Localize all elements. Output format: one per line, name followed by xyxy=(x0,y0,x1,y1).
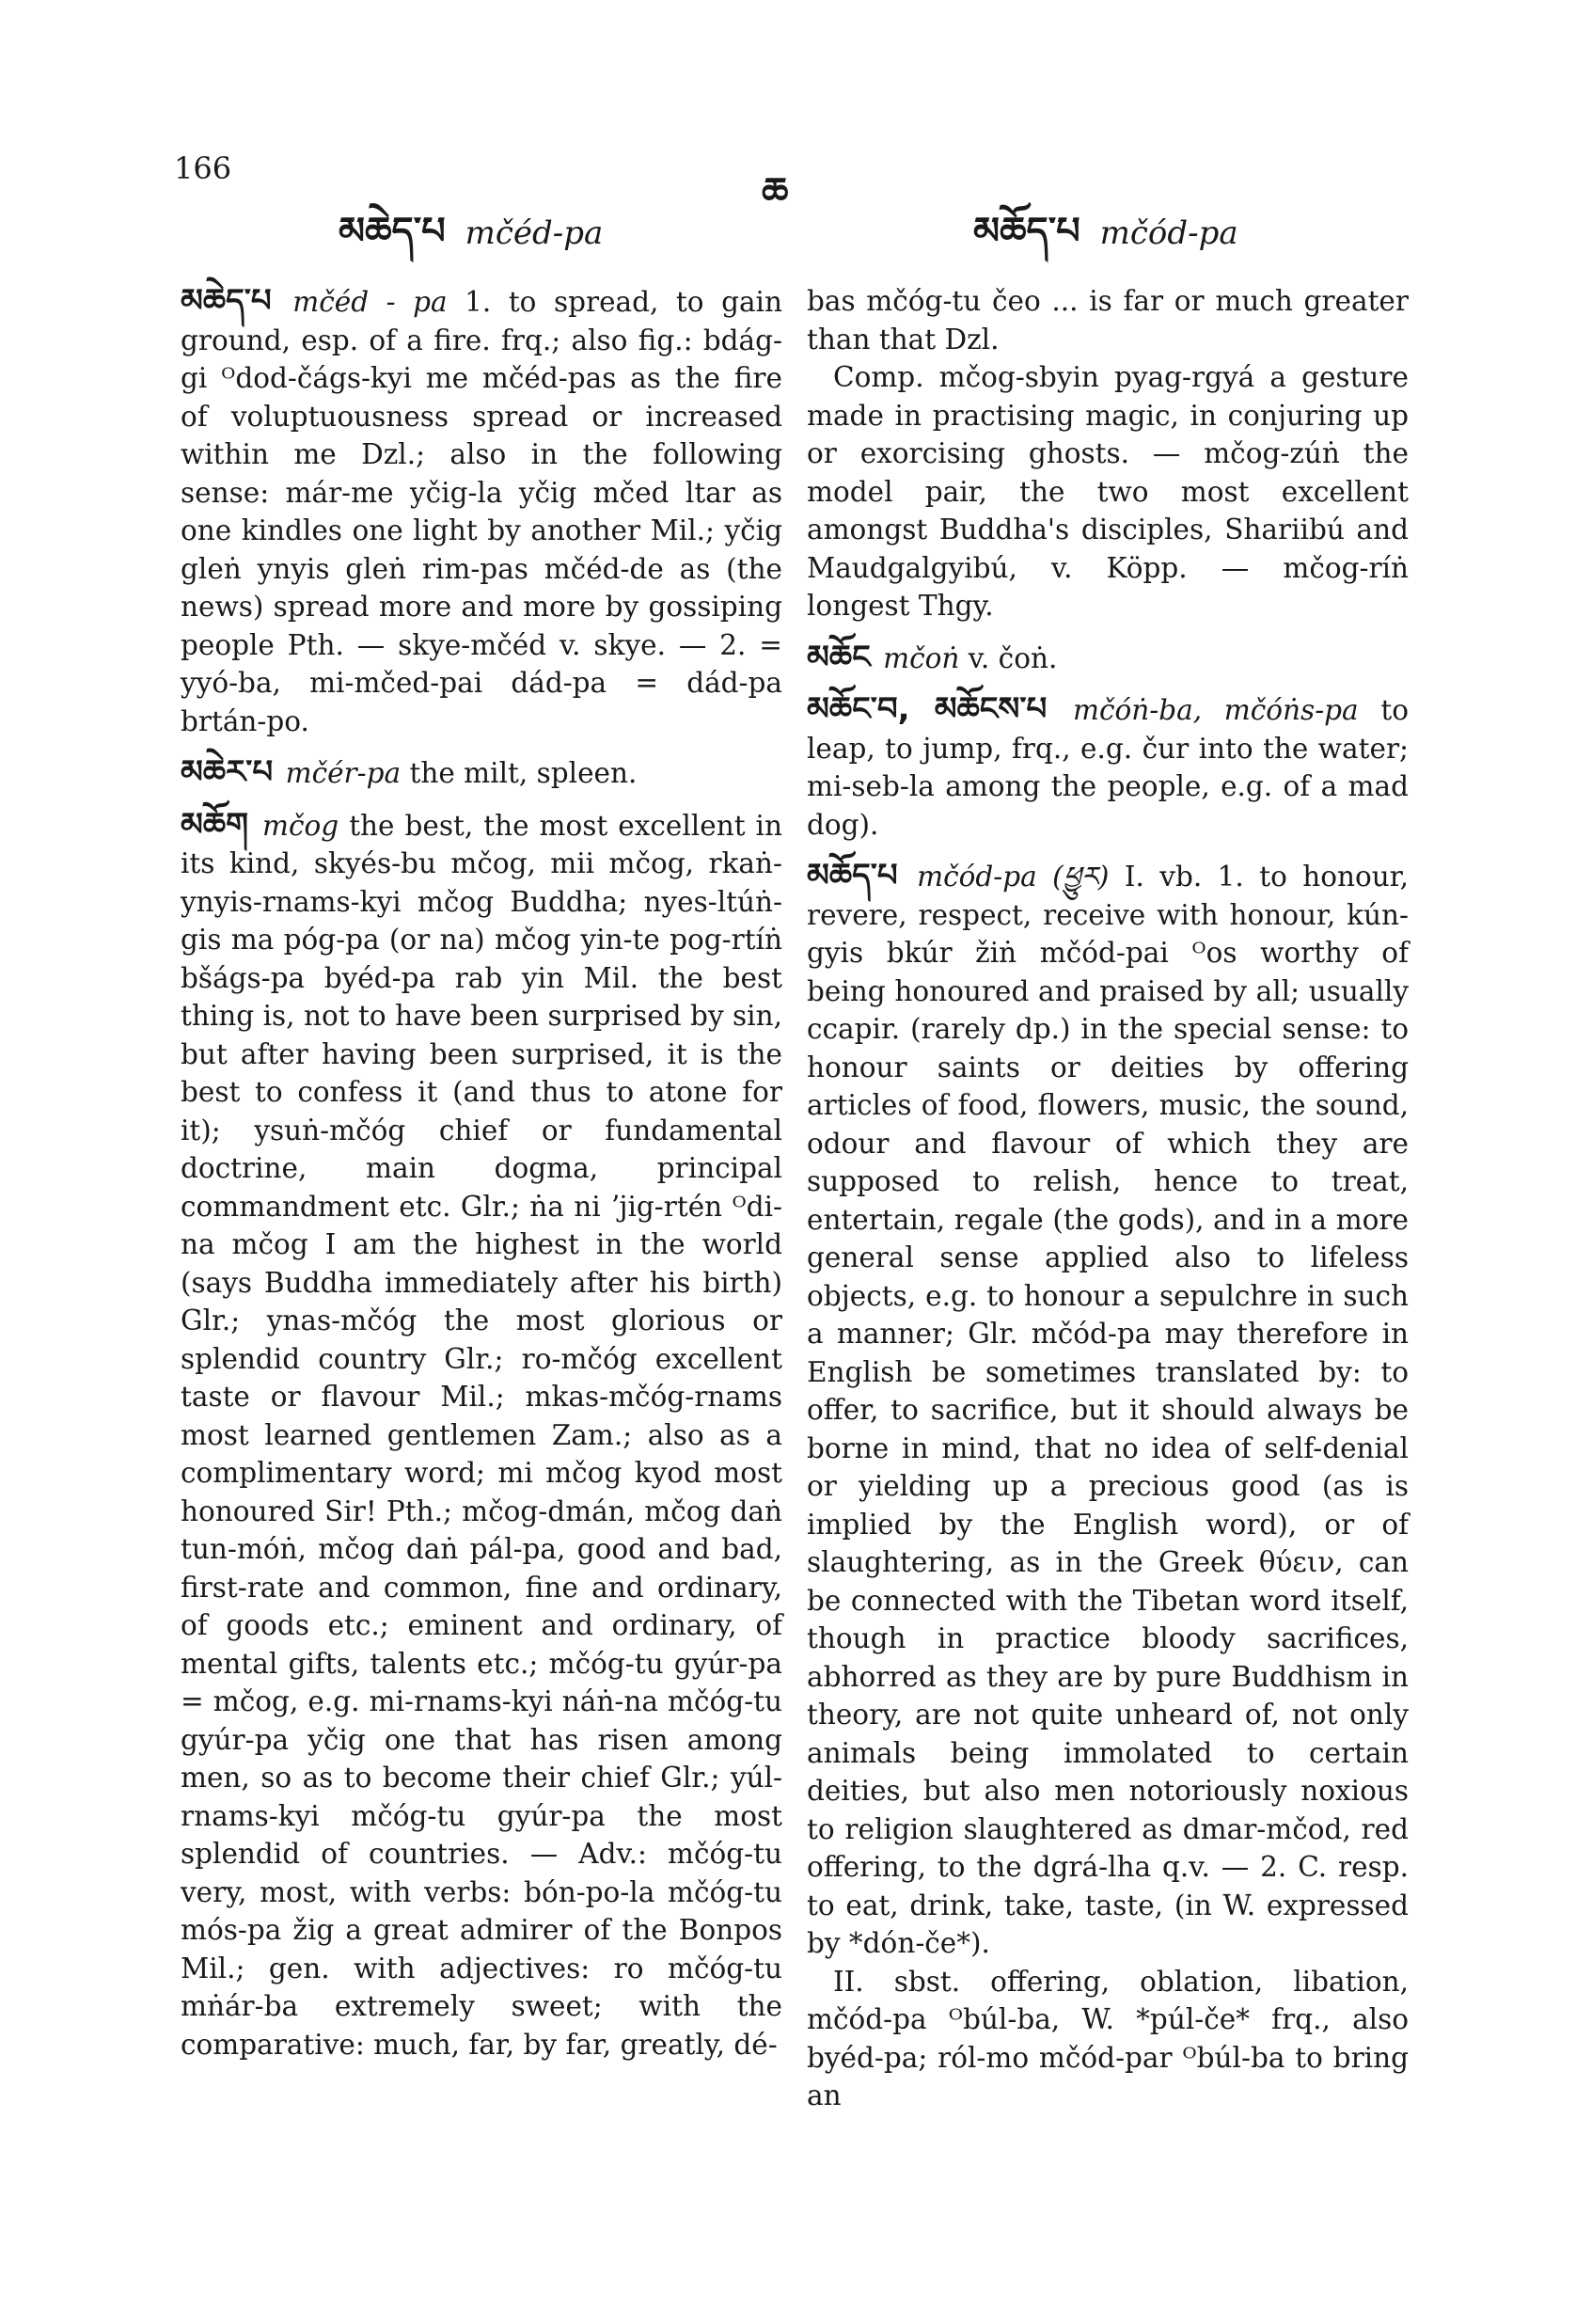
entry-headword: mčód-pa (ཕྱུར) xyxy=(917,861,1110,893)
entry-definition: 1. to spread, to gain ground, esp. of a fire. frq.; also fig.: bdág-gi ᴼdod-čágs-kyi me mčéd-pas as the fire of voluptuousness spread or increased within me Dzl.; also in the following sense: már-me yčig-la yčig mčed ltar as one kindles one light by another Mil.; yčig gleṅ ynyis gleṅ rim-pas mčéd-de as (the news) spread more and more by gossiping people Pth. — skye-mčéd v. skye. — 2. = yyó-ba, mi-mčed-pai dád-pa = dád-pa brtán-po. xyxy=(181,286,782,737)
entry-mchog xyxy=(181,806,782,2064)
entry-headword: mčóṅ-ba, mčóṅs-pa xyxy=(1073,694,1359,726)
entry-headword: mčog xyxy=(262,809,339,842)
entry-mched-pa xyxy=(181,282,782,740)
continuation-text: bas mčóg-tu čeo ... is far or much greater than that Dzl. xyxy=(807,285,1409,356)
compounds-paragraph: Comp. mčog-sbyin pyag-rgyá a gesture made in practising magic, in conjuring up or exorcising ghosts. — mčog-zúṅ the model pair, the two most excellent amongst Buddha's disciples, Shariibú and Maudgalgyibú, v. Köpp. — mčog-ríṅ longest Thgy. xyxy=(807,361,1409,622)
entry-mchog-continued xyxy=(807,282,1409,625)
entry-definition: v. čoṅ. xyxy=(968,641,1058,674)
entry-mchon xyxy=(807,639,1409,678)
page-number: 166 xyxy=(174,150,232,186)
entry-mchon-ba xyxy=(807,690,1409,844)
entry-definition: I. vb. 1. to honour, revere, respect, receive with honour, kún-gyis bkúr žiṅ mčód-pai ᴼos worthy of being honoured and praised by all; usually ccapir. (rarely dp.) in the special sense: to honour saints or deities by offering articles of food, flowers, music, the sound, odour and flavour of which they are supposed to relish, hence to treat, entertain, regale (the gods), and in a more general sense applied also to lifeless objects, e.g. to honour a sepulchre in such a manner; Glr. mčód-pa may therefore in English be sometimes translated by: to offer, to sacrifice, but it should always be borne in mind, that no idea of self-denial or yielding up a precious good (as is implied by the English word), or of slaughtering, as in the Greek θύειν, can be connected with the Tibetan word itself, though in practice bloody sacrifices, abhorred as they are by pure Buddhism in theory, are not quite unheard of, not only animals being immolated to certain deities, but also men notoriously noxious to religion slaughtered as dmar-mčod, red offering, to the dgrá-lha q.v. — 2. C. resp. to eat, drink, take, taste, (in W. expressed by *dón-če*). xyxy=(807,861,1409,1959)
entry-tibetan: མཆོད་པ xyxy=(807,857,898,894)
section-letter: ཆ xyxy=(762,169,789,213)
running-head-left-translit: mčéd-pa xyxy=(465,214,604,252)
entry-mcher-pa xyxy=(181,753,782,793)
entry-tibetan: མཆོག xyxy=(181,805,249,844)
entry-headword: mčoṅ xyxy=(883,641,960,674)
entry-tibetan: མཆོང་བ, མཆོངས་པ xyxy=(807,690,1048,728)
entry-definition: the best, the most excellent in its kind, skyés-bu mčog, mii mčog, rkaṅ-ynyis-rnams-kyi mčog Buddha; nyes-ltúṅ-gis ma póg-pa (or na) mčog yin-te pog-rtíṅ bšágs-pa byéd-pa rab yin Mil. the best thing is, not to have been surprised by sin, but after having been surprised, it is the best to confess it (and thus to atone for it); ysuṅ-mčóg chief or fundamental doctrine, main dogma, principal commandment etc. Glr.; ṅa ni ʼjig-rtén ᴼdi-na mčog I am the highest in the world (says Buddha immediately after his birth) Glr.; ynas-mčóg the most glorious or splendid country Glr.; ro-mčóg excellent taste or flavour Mil.; mkas-mčóg-rnams most learned gentlemen Zam.; also as a complimentary word; mi mčog kyod most honoured Sir! Pth.; mčog-dmán, mčog daṅ tun-móṅ, mčog daṅ pál-pa, good and bad, first-rate and common, fine and ordinary, of goods etc.; eminent and ordinary, of mental gifts, talents etc.; mčóg-tu gyúr-pa = mčog, e.g. mi-rnams-kyi náṅ-na mčóg-tu gyúr-pa yčig one that has risen among men, so as to become their chief Glr.; yúl-rnams-kyi mčóg-tu gyúr-pa the most splendid of countries. — Adv.: mčóg-tu very, most, with verbs: bón-po-la mčóg-tu mós-pa žig a great admirer of the Bonpos Mil.; gen. with adjectives: ro mčóg-tu mṅár-ba extremely sweet; with the comparative: much, far, by far, greatly, dé- xyxy=(181,809,782,2061)
running-head-left xyxy=(339,188,603,294)
entry-definition: to leap, to jump, frq., e.g. čur into the water; mi-seb-la among the people, e.g. of a mad dog). xyxy=(807,694,1409,841)
running-head-right-translit: mčód-pa xyxy=(1099,214,1238,252)
entry-tibetan: མཆེད་པ xyxy=(181,282,272,320)
entry-headword: mčér-pa xyxy=(285,757,402,789)
right-column xyxy=(807,282,1409,2128)
entry-mchod-pa xyxy=(807,857,1409,2115)
entry-tibetan: མཆོང xyxy=(807,638,871,676)
running-head-right-tibetan: མཆོད་པ xyxy=(973,210,1080,253)
running-head-left-tibetan: མཆེད་པ xyxy=(339,210,446,253)
left-column xyxy=(181,282,782,2077)
running-head-right xyxy=(973,188,1238,294)
entry-definition-part-2: II. sbst. offering, oblation, libation, mčód-pa ᴼbúl-ba, W. *púl-če* frq., also byéd-pa; ról-mo mčód-par ᴼbúl-ba to bring an xyxy=(807,1965,1409,2111)
entry-tibetan: མཆེར་པ xyxy=(181,753,274,791)
entry-definition: the milt, spleen. xyxy=(409,757,638,789)
entry-headword: mčéd - pa xyxy=(292,286,448,318)
